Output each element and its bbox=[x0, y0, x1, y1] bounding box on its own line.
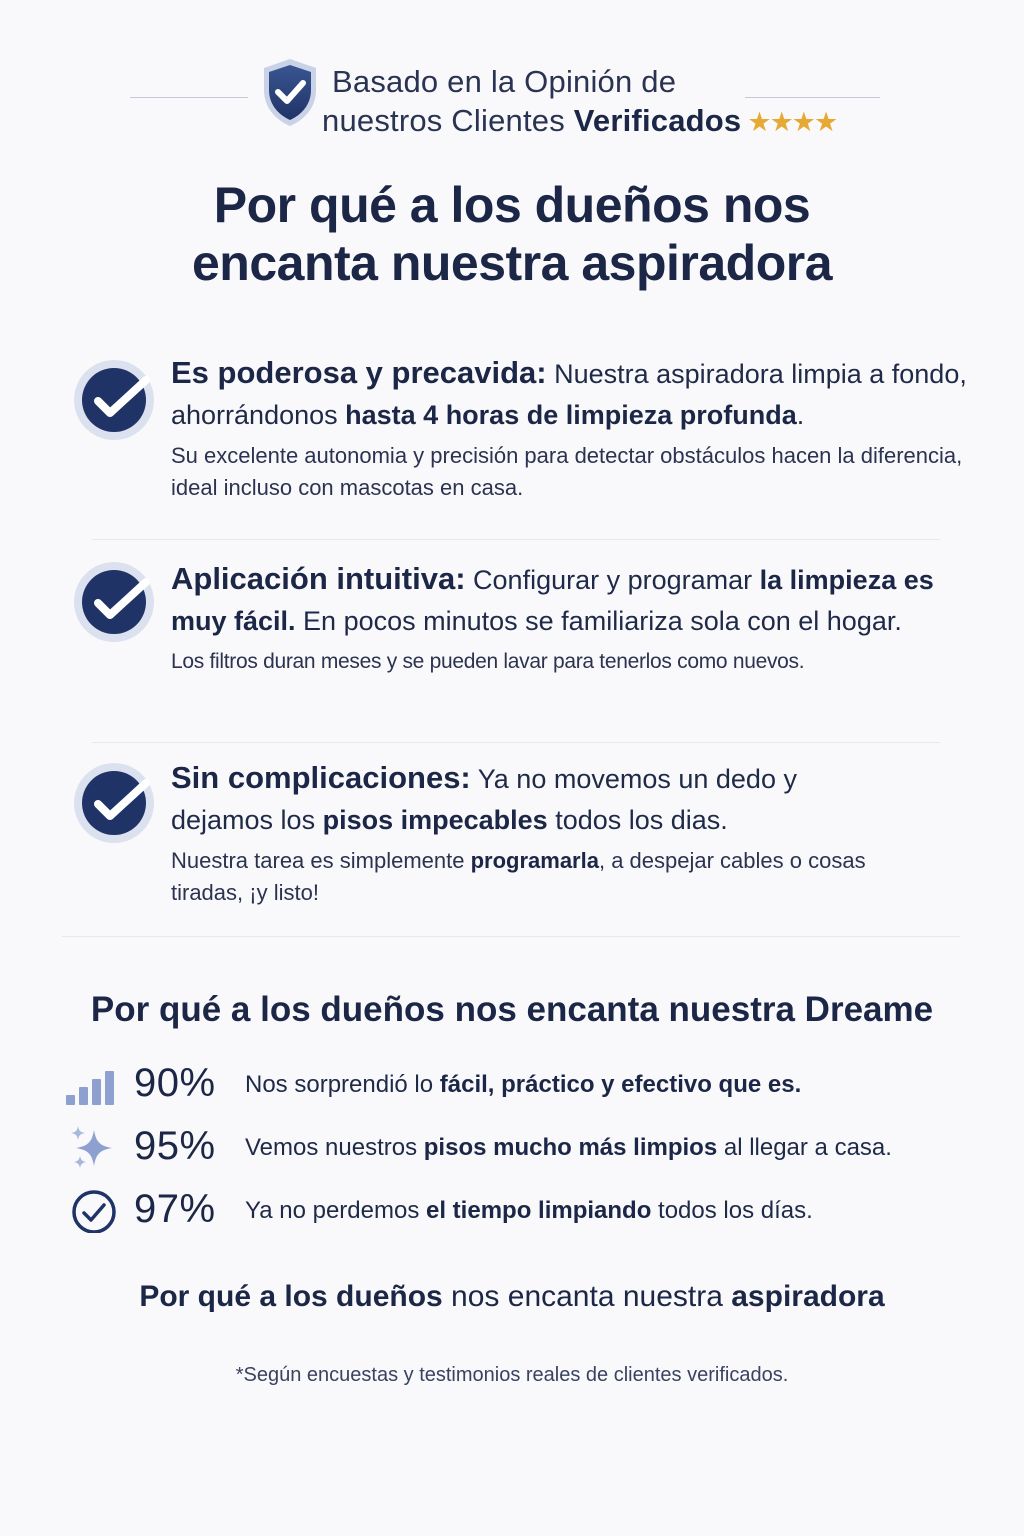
feature-main-text bbox=[171, 558, 961, 642]
stat-value: 90% bbox=[134, 1061, 216, 1105]
page-title-line1: Por qué a los dueños nos bbox=[213, 177, 811, 233]
stat-text-bold: el tiempo limpiando bbox=[426, 1197, 652, 1224]
tagline bbox=[0, 1276, 1024, 1318]
feature-text: Ya no movemos un dedo y dejamos los bbox=[171, 764, 797, 835]
header-text bbox=[322, 62, 902, 142]
feature-body bbox=[171, 352, 981, 504]
stat-text-post: al llegar a casa. bbox=[717, 1134, 892, 1161]
feature-highlight: la limpieza es muy fácil. bbox=[171, 565, 934, 636]
tagline-middle: nos encanta nuestra bbox=[442, 1280, 732, 1313]
feature-text: Configurar y programar bbox=[465, 565, 760, 595]
divider bbox=[62, 936, 960, 937]
stats-title bbox=[0, 988, 1024, 1032]
check-badge-icon bbox=[72, 761, 156, 845]
feature-title: Aplicación intuitiva: bbox=[171, 561, 466, 596]
feature-title: Es poderosa y precavida: bbox=[171, 355, 547, 390]
stat-text bbox=[245, 1120, 892, 1176]
tagline-bold-end: aspiradora bbox=[731, 1280, 885, 1313]
stats-title-bold: Por qué a los dueños nos encanta bbox=[90, 990, 659, 1029]
tagline-bold-start: Por qué a los dueños bbox=[139, 1280, 443, 1313]
rating-stars-icon: ★★★★ bbox=[747, 107, 837, 137]
divider bbox=[92, 539, 940, 540]
feature-highlight: pisos impecables bbox=[322, 805, 548, 835]
feature-subtext-post: , a despejar cables o cosas tiradas, ¡y listo! bbox=[171, 848, 866, 905]
stat-text-pre: Ya no perdemos bbox=[245, 1197, 426, 1224]
feature-body bbox=[171, 757, 981, 909]
feature-highlight: hasta 4 horas de limpieza profunda bbox=[345, 400, 797, 430]
header-line1: Basado en la Opinión de bbox=[332, 64, 677, 99]
feature-text-end: todos los dias. bbox=[547, 805, 728, 835]
feature-text: Nuestra aspiradora limpia a fondo, ahorrándonos bbox=[171, 359, 967, 430]
stat-text bbox=[245, 1057, 801, 1113]
page-title-line2: encanta nuestra aspiradora bbox=[191, 235, 833, 291]
bar-chart-icon bbox=[64, 1061, 126, 1107]
feature-main-text bbox=[171, 352, 981, 436]
stat-text-pre: Vemos nuestros bbox=[245, 1134, 424, 1161]
header-line2-prefix: nuestros Clientes bbox=[322, 103, 574, 138]
stat-row bbox=[0, 1120, 1024, 1176]
check-badge-icon bbox=[72, 358, 156, 442]
feature-subtext-pre: Nuestra tarea es simplemente bbox=[171, 848, 471, 873]
check-circle-icon bbox=[64, 1187, 126, 1233]
stat-row bbox=[0, 1057, 1024, 1113]
divider bbox=[92, 742, 940, 743]
shield-check-icon bbox=[258, 56, 322, 128]
header-line2 bbox=[322, 101, 902, 142]
stat-text-bold: pisos mucho más limpios bbox=[423, 1134, 718, 1161]
feature-text-end: . bbox=[796, 400, 805, 430]
stat-value: 97% bbox=[134, 1187, 216, 1231]
feature-text-end: En pocos minutos se familiariza sola con el hogar. bbox=[295, 606, 902, 636]
stats-title-rest: nuestra Dreame bbox=[658, 990, 934, 1029]
feature-subtext bbox=[171, 845, 931, 909]
sparkle-icon bbox=[64, 1124, 126, 1170]
feature-subtext: Los filtros duran meses y se pueden lavar para tenerlos como nuevos. bbox=[171, 650, 805, 673]
feature-body bbox=[171, 558, 981, 678]
feature-title: Sin complicaciones: bbox=[171, 760, 471, 795]
footnote: *Según encuestas y testimonios reales de clientes verificados. bbox=[235, 1364, 789, 1386]
stat-text bbox=[245, 1183, 813, 1239]
stat-value: 95% bbox=[134, 1124, 216, 1168]
header-verified-label: Verificados bbox=[573, 103, 742, 138]
header-line-left bbox=[130, 97, 248, 98]
feature-main-text bbox=[171, 757, 871, 841]
page-title bbox=[0, 176, 1024, 292]
stat-text-post: todos los días. bbox=[651, 1197, 813, 1224]
verified-header bbox=[0, 56, 1024, 146]
stat-row bbox=[0, 1183, 1024, 1239]
check-badge-icon bbox=[72, 560, 156, 644]
feature-subtext: Su excelente autonomia y precisión para detectar obstáculos hacen la diferencia, ideal incluso con mascotas en casa. bbox=[171, 443, 963, 500]
feature-subtext-highlight: programarla bbox=[470, 848, 599, 873]
stat-text-pre: Nos sorprendió lo bbox=[245, 1071, 440, 1098]
stat-text-bold: fácil, práctico y efectivo que es. bbox=[439, 1071, 802, 1098]
